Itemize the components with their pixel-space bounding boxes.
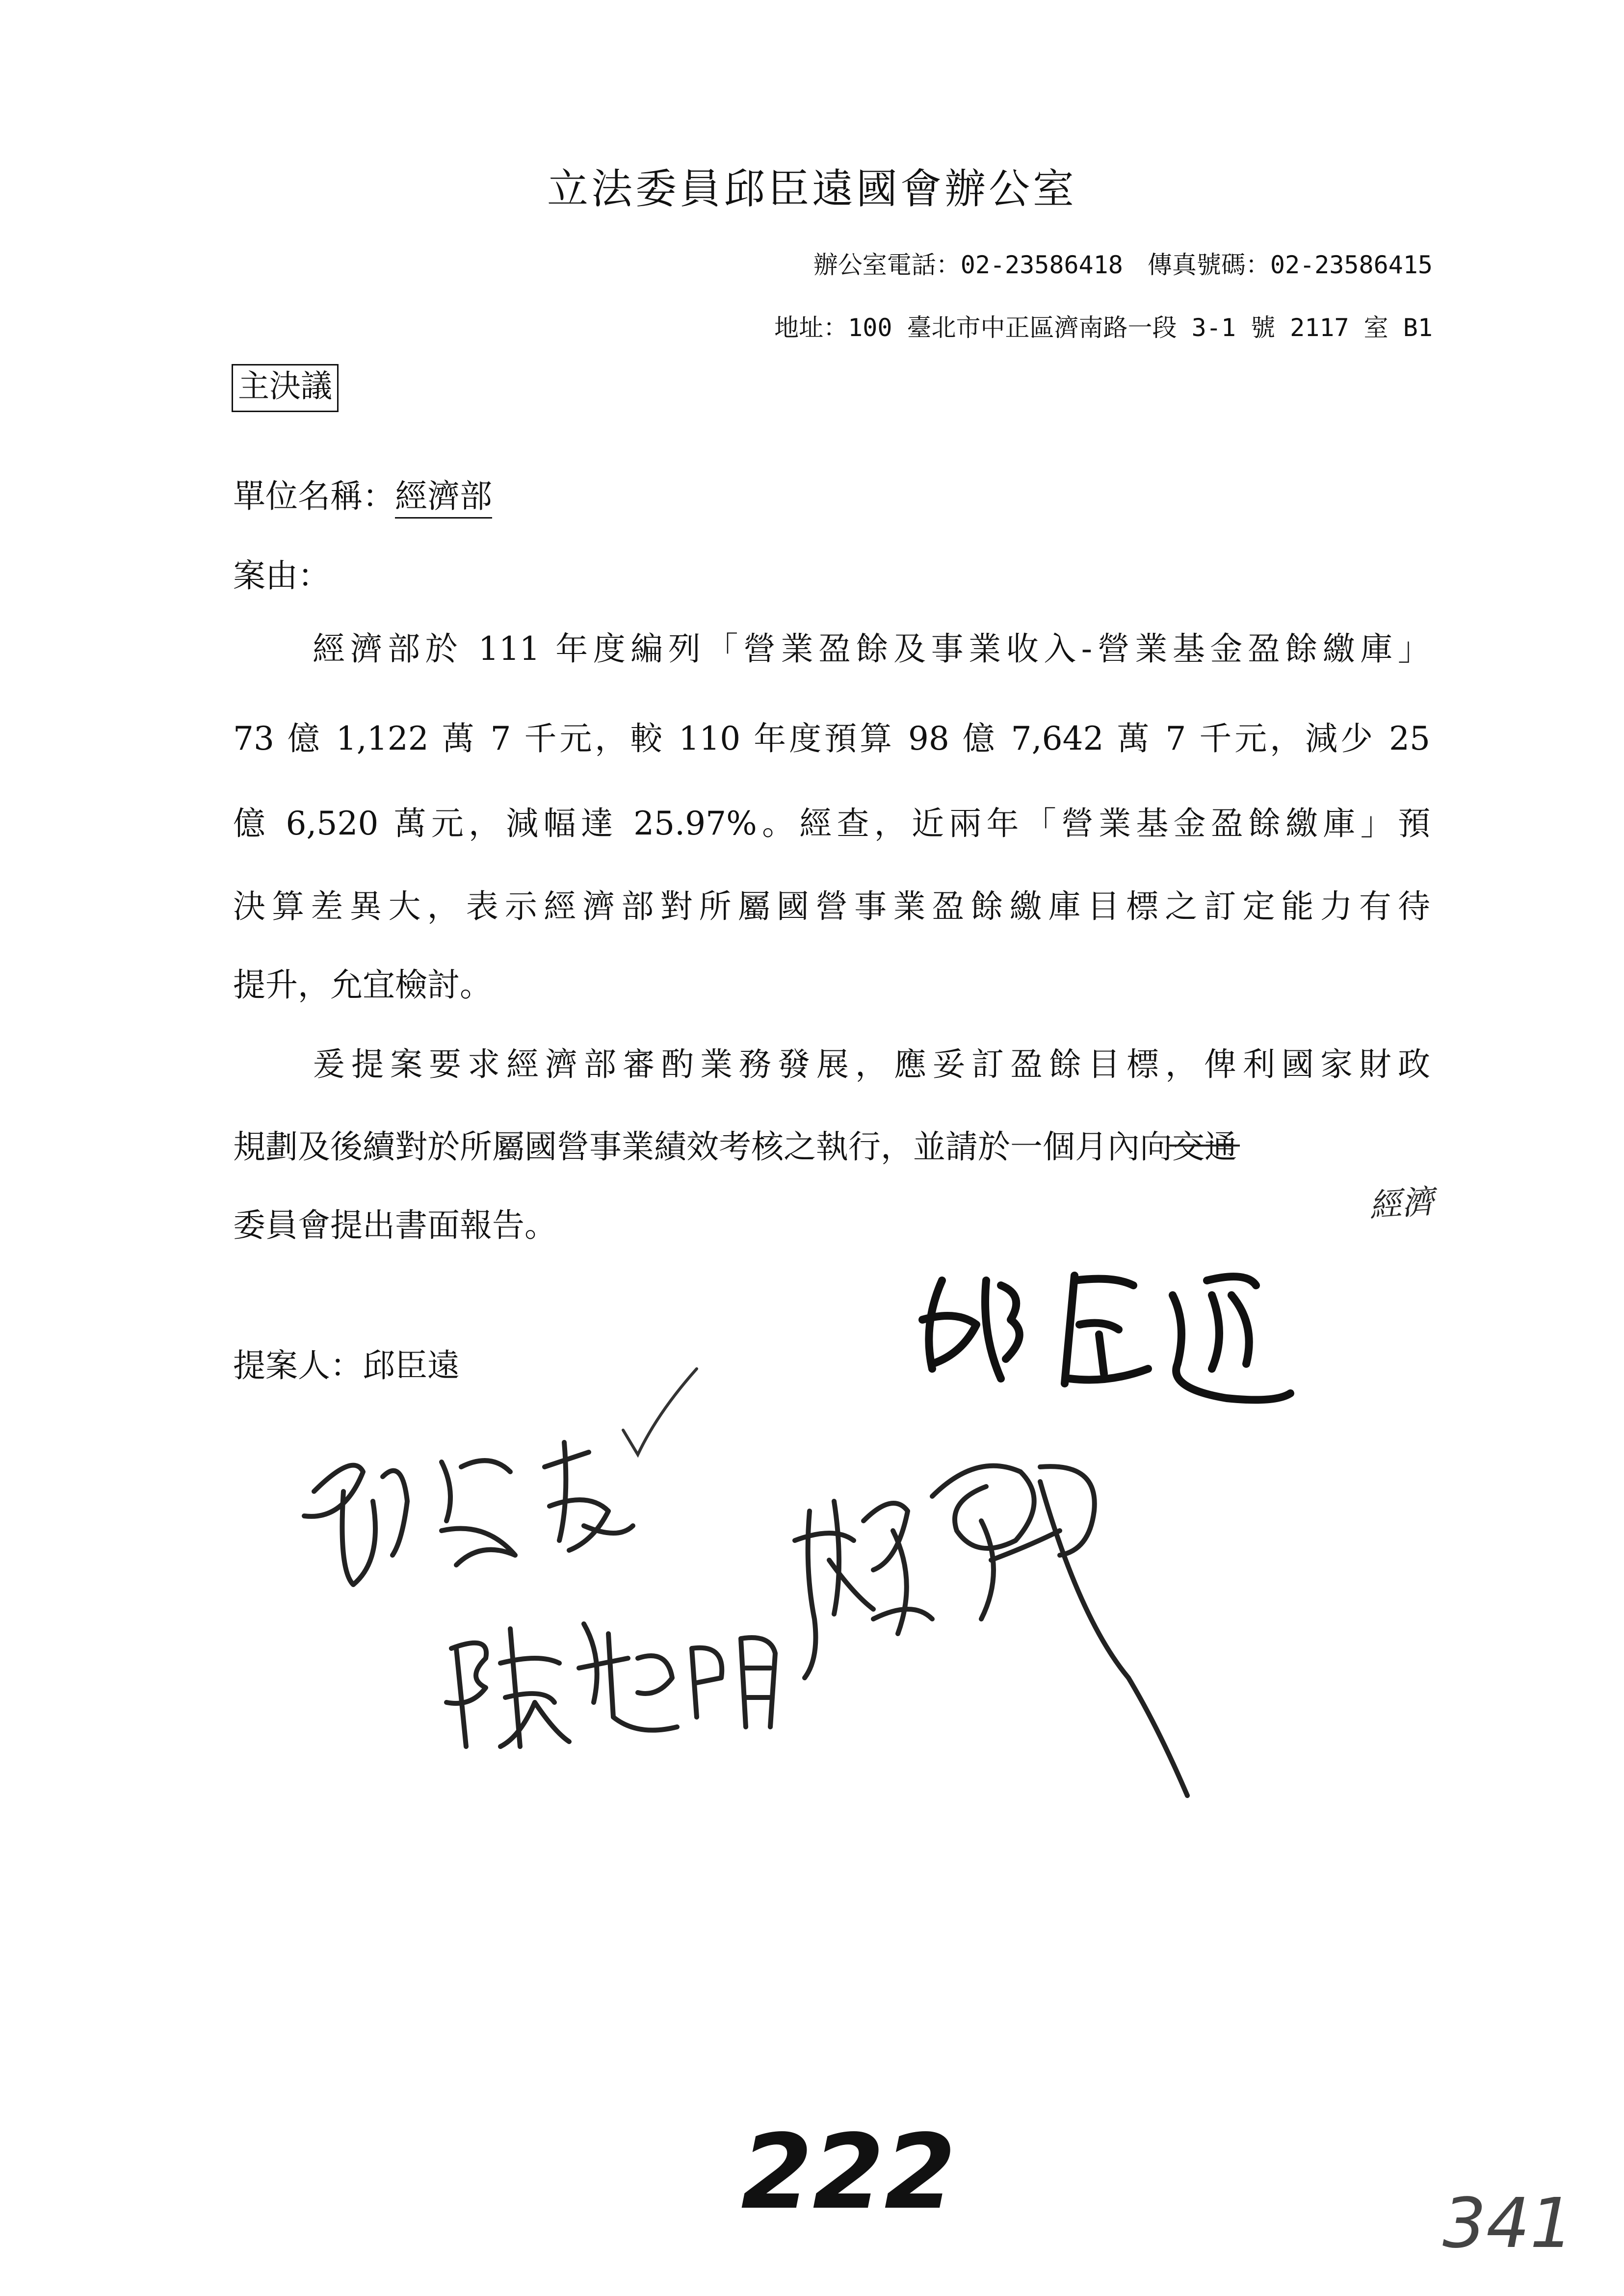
paragraph-line: 提升，允宜檢討。 <box>233 966 492 1004</box>
paragraph-line: 73 億 1,122 萬 7 千元，較 110 年度預算 98 億 7,642 萬 7 千元，減少 25 <box>233 720 1430 757</box>
paragraph-line: 決算差異大，表示經濟部對所屬國營事業盈餘繳庫目標之訂定能力有待 <box>233 887 1430 925</box>
signature-handwriting <box>446 1624 775 1747</box>
contact-address: 地址：100 臺北市中正區濟南路一段 3-1 號 2117 室 B1 <box>774 313 1433 342</box>
handwritten-correction: 經濟 <box>1367 1182 1435 1225</box>
unit-value: 經濟部 <box>395 477 492 519</box>
reason-label: 案由： <box>233 557 330 595</box>
signature-handwriting <box>795 1466 1187 1796</box>
paragraph-line: 委員會提出書面報告。 <box>233 1206 557 1244</box>
paragraph-line: 爰提案要求經濟部審酌業務發展，應妥訂盈餘目標，俾利國家財政 <box>313 1045 1430 1083</box>
paragraph-line-text: 規劃及後續對於所屬國營事業績效考核之執行，並請於一個月內向 <box>233 1128 1172 1166</box>
signature-handwriting <box>304 1442 633 1585</box>
struck-text: 交通 <box>1172 1128 1237 1166</box>
contact-phone-fax: 辦公室電話：02-23586418 傳真號碼：02-23586415 <box>813 251 1433 279</box>
paragraph-line: 經濟部於 111 年度編列「營業盈餘及事業收入-營業基金盈餘繳庫」 <box>313 630 1430 668</box>
unit-label: 單位名稱： <box>233 477 395 515</box>
resolution-type-tag: 主決議 <box>232 364 339 412</box>
handwritten-page-number <box>741 2112 1573 2264</box>
paragraph-line: 億 6,520 萬元，減幅達 25.97%。經查，近兩年「營業基金盈餘繳庫」預 <box>233 805 1430 842</box>
check-mark-icon <box>623 1369 697 1455</box>
sheet-number-341: 341 <box>1442 2184 1574 2264</box>
signature-handwriting <box>922 1276 1290 1400</box>
proposer: 提案人：邱臣遠 <box>233 1347 460 1384</box>
office-title: 立法委員邱臣遠國會辦公室 <box>547 165 1077 213</box>
page-number-222: 222 <box>741 2112 956 2232</box>
